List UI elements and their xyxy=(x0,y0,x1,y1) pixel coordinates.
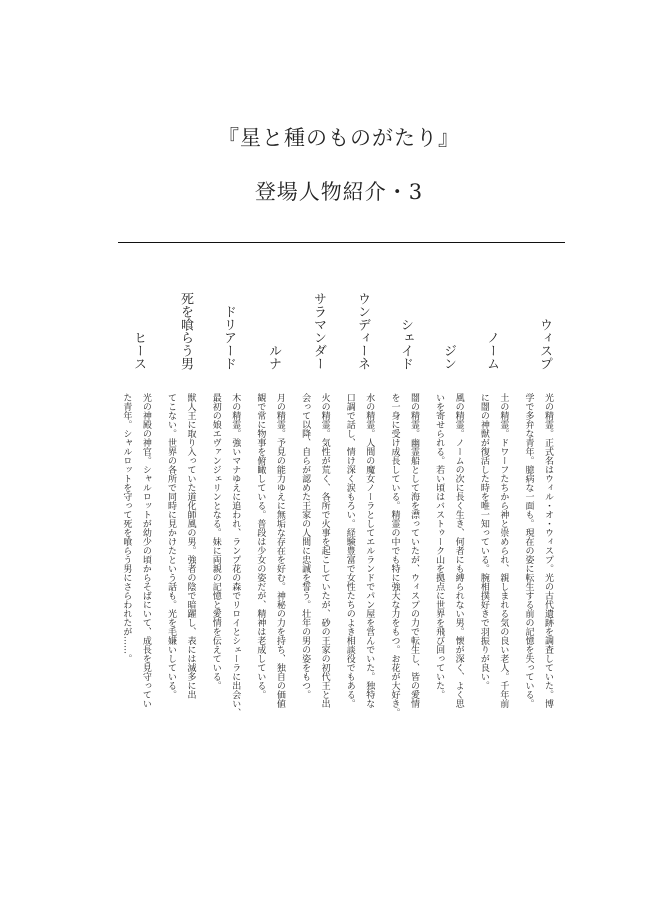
character-name: 死を喰らう男 xyxy=(178,292,193,370)
description-line: に闇の神獣が復活した時を唯一知っている。腕相撲好きで羽振りが良い。 xyxy=(478,393,489,690)
description-line: 会って以降、自らが認めた王家の人間に忠誠を誓う。壮年の男の姿をもつ。 xyxy=(300,393,311,699)
character-description xyxy=(339,393,378,717)
description-line: 最初の娘エヴァンジェリンとなる。妹に両親の記憶と愛情を伝えている。 xyxy=(210,393,221,690)
divider xyxy=(118,242,565,243)
character-name: サラマンダー xyxy=(311,292,326,370)
description-line: 土の精霊。ドワーフたちから神と崇められ、親しまれる気の良い老人。千年前 xyxy=(498,393,509,708)
character-name: ウンディーネ xyxy=(355,292,370,370)
character-name: ウィスプ xyxy=(537,318,552,370)
character-description xyxy=(295,393,334,717)
character-description xyxy=(116,393,155,717)
description-line: 闇の精霊。幽霊船として海を漂っていたが、ウィスプの力で転生し、皆の愛情 xyxy=(408,393,419,708)
description-line: 光の神殿の神官。シャルロットが幼少の頃からそばにいて、成長を見守ってい xyxy=(140,393,151,708)
description-line: 獣人王に取り入っていた道化師風の男。強者の陰で暗躍し、表には滅多に出 xyxy=(185,393,196,699)
description-line: 月の精霊。予見の能力ゆえに無垢な存在を好む。神秘の力を持ち、独自の価値 xyxy=(274,393,285,708)
description-line: 木の精霊。強いマナゆえに追われ、ランプ花の森でリロイとシェーラに出会い、 xyxy=(230,393,241,717)
character-description xyxy=(518,393,557,717)
character-name: ヒース xyxy=(131,331,146,370)
character-name: ジン xyxy=(441,344,456,370)
document-subtitle: 登場人物紹介・3 xyxy=(254,180,424,204)
character-descriptions xyxy=(110,393,557,717)
description-line: てこない。世界の各所で同時に見かけたという話も。光を毛嫌いしている。 xyxy=(166,393,176,699)
description-line: 火の精霊。気性が荒く、各所で火事を起こしていたが、砂の王家の初代王と出 xyxy=(319,393,330,708)
description-line: 口調で話し、情け深く涙もろい。経験豊富で女性たちのよき相談役でもある。 xyxy=(344,393,355,708)
description-line: いを寄せられる。若い頃はバストゥーク山を拠点に世界を飛び回っていた。 xyxy=(434,393,445,699)
description-line: 観で常に物事を俯瞰している。普段は少女の姿だが、精神は老成している。 xyxy=(255,393,266,699)
character-name: ノーム xyxy=(484,331,499,370)
description-line: た青年。シャルロットを守って死を喰らう男にさらわれたが……。 xyxy=(121,393,132,663)
character-name: ドリアード xyxy=(221,305,236,370)
character-name: シェイド xyxy=(398,318,413,370)
description-line: 水の精霊。人間の魔女ノーラとしてエルランドでパン屋を営んでいた。独特な xyxy=(364,393,375,708)
character-description xyxy=(384,393,423,717)
description-line: 光の精霊。正式名はウィル・オ・ウィスプ。光の古代遺跡を調査していた。博 xyxy=(543,393,553,708)
character-description xyxy=(161,393,200,717)
description-line: 風の精霊。ノームの次に長く生き、何者にも縛られない男。懐が深く、よく思 xyxy=(453,393,464,708)
description-line: 学で多弁な青年。臆病な一面も。現在の姿に転生する前の記憶を失っている。 xyxy=(523,393,534,708)
document-title: 『星と種のものがたり』 xyxy=(218,126,460,150)
character-description xyxy=(205,393,244,717)
character-description xyxy=(250,393,289,717)
character-name: ルナ xyxy=(266,344,281,370)
character-description xyxy=(473,393,512,717)
description-line: を一身に受け成長している。精霊の中でも特に強大な力をもつ。お花が大好き。 xyxy=(389,393,400,717)
character-description xyxy=(429,393,468,717)
